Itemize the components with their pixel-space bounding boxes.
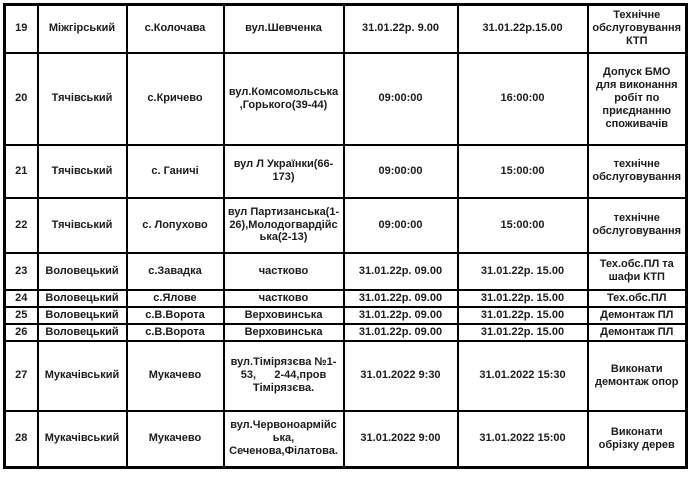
street-cell: вул.Тімірязєва №1-53, 2-44,пров Тімірязєва. [224, 341, 344, 411]
district-cell: Тячівський [38, 198, 127, 253]
street-cell: вул Л Українки(66-173) [224, 145, 344, 198]
street-cell: вул Партизанська(1-26),Молодогвардійська(2-13) [224, 198, 344, 253]
note-cell: Тех.обс.ПЛ [588, 290, 687, 307]
end-time-cell: 31.01.22р. 15.00 [458, 307, 588, 324]
end-time-cell: 15:00:00 [458, 198, 588, 253]
end-time-cell: 31.01.2022 15:30 [458, 341, 588, 411]
end-time-cell: 15:00:00 [458, 145, 588, 198]
table-row [5, 253, 687, 290]
row-number-cell: 27 [5, 341, 38, 411]
row-number-cell: 19 [5, 5, 38, 53]
table-row [5, 341, 687, 411]
village-cell: с.Ялове [127, 290, 224, 307]
start-time-cell: 31.01.22р. 09.00 [344, 307, 458, 324]
end-time-cell: 31.01.22р.15.00 [458, 5, 588, 53]
village-cell: с. Ганичі [127, 145, 224, 198]
outage-schedule-table [3, 3, 688, 469]
district-cell: Воловецький [38, 253, 127, 290]
row-number-cell: 21 [5, 145, 38, 198]
note-cell: Виконати демонтаж опор [588, 341, 687, 411]
note-cell: технічне обслуговування [588, 198, 687, 253]
district-cell: Тячівський [38, 53, 127, 145]
district-cell: Мукачівський [38, 341, 127, 411]
table-row [5, 53, 687, 145]
end-time-cell: 31.01.22р. 15.00 [458, 290, 588, 307]
table-row [5, 411, 687, 468]
note-cell: Виконати обрізку дерев [588, 411, 687, 468]
village-cell: Мукачево [127, 341, 224, 411]
table-row [5, 145, 687, 198]
note-cell: технічне обслуговування [588, 145, 687, 198]
street-cell: вул.Червоноармійська, Сеченова,Філатова. [224, 411, 344, 468]
start-time-cell: 31.01.22р. 09.00 [344, 324, 458, 341]
village-cell: с.В.Ворота [127, 324, 224, 341]
row-number-cell: 26 [5, 324, 38, 341]
street-cell: вул.Шевченка [224, 5, 344, 53]
street-cell: Верховинська [224, 324, 344, 341]
row-number-cell: 20 [5, 53, 38, 145]
note-cell: Допуск БМО для виконання робіт по приєднанню споживачів [588, 53, 687, 145]
district-cell: Тячівський [38, 145, 127, 198]
row-number-cell: 28 [5, 411, 38, 468]
table-row [5, 324, 687, 341]
start-time-cell: 31.01.22р. 9.00 [344, 5, 458, 53]
street-cell: частково [224, 290, 344, 307]
table-row [5, 290, 687, 307]
table-row [5, 5, 687, 53]
end-time-cell: 31.01.22р. 15.00 [458, 253, 588, 290]
start-time-cell: 31.01.22р. 09.00 [344, 290, 458, 307]
street-cell: Верховинська [224, 307, 344, 324]
village-cell: с.В.Ворота [127, 307, 224, 324]
village-cell: с. Лопухово [127, 198, 224, 253]
district-cell: Мукачівський [38, 411, 127, 468]
start-time-cell: 31.01.22р. 09.00 [344, 253, 458, 290]
row-number-cell: 23 [5, 253, 38, 290]
table-row [5, 198, 687, 253]
table-body [5, 5, 687, 468]
village-cell: с.Колочава [127, 5, 224, 53]
street-cell: частково [224, 253, 344, 290]
table-row [5, 307, 687, 324]
village-cell: с.Завадка [127, 253, 224, 290]
end-time-cell: 31.01.22р. 15.00 [458, 324, 588, 341]
start-time-cell: 31.01.2022 9:30 [344, 341, 458, 411]
district-cell: Воловецький [38, 290, 127, 307]
street-cell: вул.Комсомольська ,Горького(39-44) [224, 53, 344, 145]
start-time-cell: 09:00:00 [344, 145, 458, 198]
village-cell: Мукачево [127, 411, 224, 468]
district-cell: Міжгірський [38, 5, 127, 53]
district-cell: Воловецький [38, 324, 127, 341]
start-time-cell: 31.01.2022 9:00 [344, 411, 458, 468]
note-cell: Демонтаж ПЛ [588, 324, 687, 341]
district-cell: Воловецький [38, 307, 127, 324]
start-time-cell: 09:00:00 [344, 198, 458, 253]
village-cell: с.Кричево [127, 53, 224, 145]
row-number-cell: 25 [5, 307, 38, 324]
note-cell: Технічне обслуговування КТП [588, 5, 687, 53]
note-cell: Демонтаж ПЛ [588, 307, 687, 324]
start-time-cell: 09:00:00 [344, 53, 458, 145]
row-number-cell: 24 [5, 290, 38, 307]
row-number-cell: 22 [5, 198, 38, 253]
note-cell: Тех.обс.ПЛ та шафи КТП [588, 253, 687, 290]
end-time-cell: 16:00:00 [458, 53, 588, 145]
end-time-cell: 31.01.2022 15:00 [458, 411, 588, 468]
